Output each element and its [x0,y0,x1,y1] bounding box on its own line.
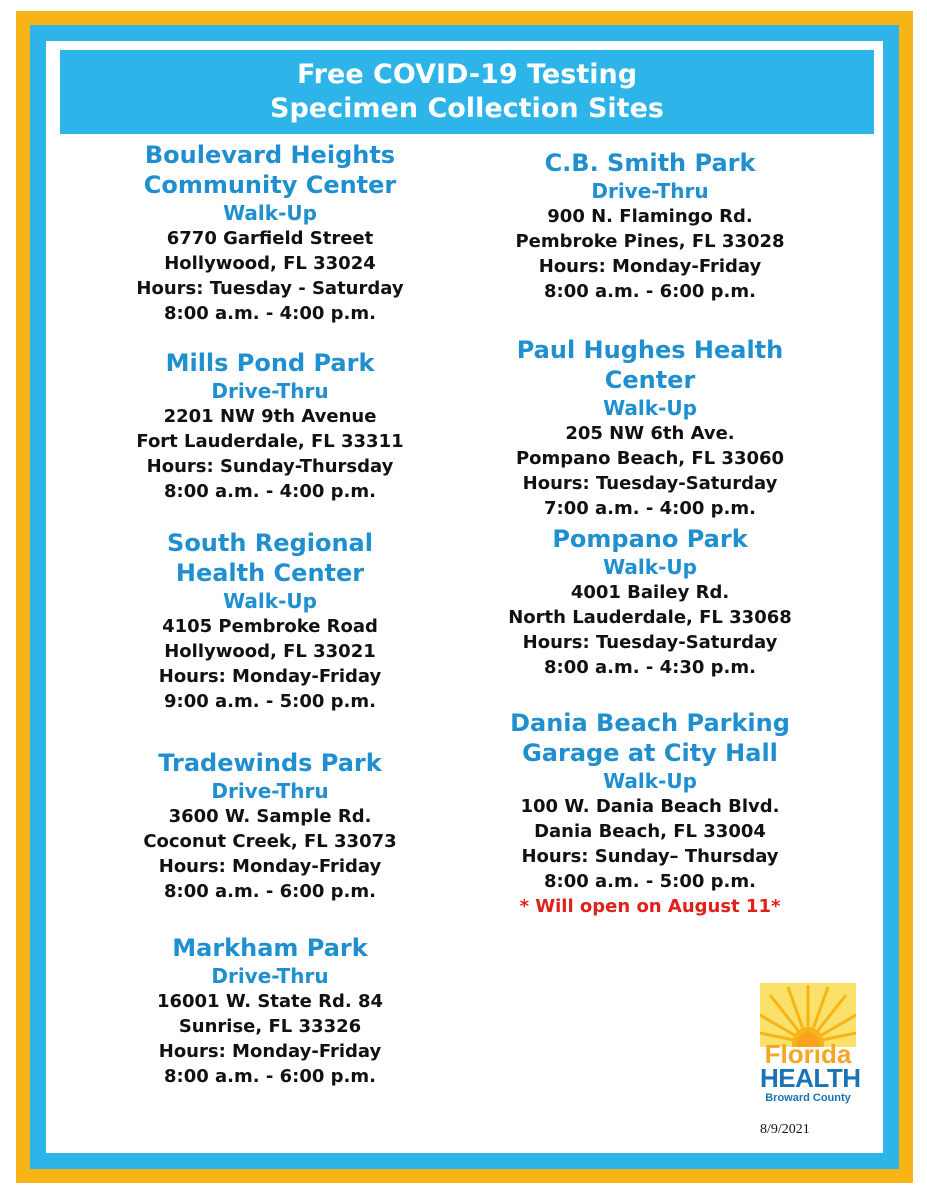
site-city: Hollywood, FL 33024 [164,253,376,274]
site-type: Walk-Up [223,201,317,225]
site-type: Walk-Up [603,555,697,579]
site-address: 900 N. Flamingo Rd. [547,206,753,227]
site-times: 8:00 a.m. - 5:00 p.m. [544,871,756,892]
site-name: Community Center [143,171,397,199]
site-address: 2201 NW 9th Avenue [163,406,377,427]
site-name: Garage at City Hall [522,739,778,767]
site-city: Fort Lauderdale, FL 33311 [136,431,404,452]
site-address: 4001 Bailey Rd. [570,582,730,603]
site-hours: Hours: Monday-Friday [158,1041,382,1062]
site-markham-park [110,933,430,1089]
site-times: 7:00 a.m. - 4:00 p.m. [544,498,756,519]
florida-health-logo [760,983,861,1111]
site-address: 100 W. Dania Beach Blvd. [520,796,780,817]
title-banner [60,50,874,134]
site-name: Mills Pond Park [165,349,375,377]
site-city: Hollywood, FL 33021 [164,641,376,662]
sun-icon [760,983,856,1047]
site-hours: Hours: Monday-Friday [158,666,382,687]
site-type: Walk-Up [603,769,697,793]
site-name: Boulevard Heights [144,141,396,169]
site-name: Health Center [175,559,365,587]
site-city: North Lauderdale, FL 33068 [508,607,792,628]
site-hours: Hours: Monday-Friday [158,856,382,877]
title-line-1: Free COVID-19 Testing [296,59,638,90]
site-hours: Hours: Tuesday-Saturday [522,473,778,494]
site-name: Paul Hughes Health Center [516,336,784,394]
site-hours: Hours: Tuesday - Saturday [136,278,404,299]
site-times: 8:00 a.m. - 6:00 p.m. [164,1066,376,1087]
site-tradewinds-park [110,748,430,904]
site-times: 8:00 a.m. - 4:30 p.m. [544,657,756,678]
site-address: 3600 W. Sample Rd. [168,806,372,827]
site-times: 8:00 a.m. - 4:00 p.m. [164,303,376,324]
logo-word-florida: Florida [764,1039,852,1069]
site-times: 8:00 a.m. - 6:00 p.m. [164,881,376,902]
site-address: 16001 W. State Rd. 84 [156,991,384,1012]
site-hours: Hours: Tuesday-Saturday [522,632,778,653]
site-south-regional [110,528,430,714]
site-hours: Hours: Sunday-Thursday [146,456,394,477]
title-line-2: Specimen Collection Sites [270,93,664,124]
site-times: 9:00 a.m. - 5:00 p.m. [164,691,376,712]
site-type: Walk-Up [603,396,697,420]
site-name: C.B. Smith Park [544,149,756,177]
site-name: Tradewinds Park [158,749,382,777]
site-hours: Hours: Monday-Friday [538,256,762,277]
site-type: Walk-Up [223,589,317,613]
site-type: Drive-Thru [211,379,329,403]
site-times: 8:00 a.m. - 4:00 p.m. [164,481,376,502]
site-pompano-park [470,524,830,680]
site-city: Dania Beach, FL 33004 [534,821,766,842]
site-type: Drive-Thru [211,964,329,988]
document-date: 8/9/2021 [760,1122,810,1137]
logo-word-health: HEALTH [760,1063,861,1093]
site-name: Markham Park [172,934,368,962]
opening-note: * Will open on August 11* [519,896,781,917]
site-boulevard-heights [110,140,430,326]
site-city: Pembroke Pines, FL 33028 [515,231,785,252]
site-city: Pompano Beach, FL 33060 [515,448,785,469]
site-paul-hughes [470,335,830,521]
site-address: 4105 Pembroke Road [162,616,378,637]
logo-word-county: Broward County [765,1092,851,1104]
site-dania-beach [470,708,830,919]
site-name: Dania Beach Parking [510,709,790,737]
site-type: Drive-Thru [591,179,709,203]
site-city: Coconut Creek, FL 33073 [143,831,397,852]
site-city: Sunrise, FL 33326 [178,1016,362,1037]
site-type: Drive-Thru [211,779,329,803]
site-name: Pompano Park [552,525,748,553]
site-mills-pond-park [110,348,430,504]
site-times: 8:00 a.m. - 6:00 p.m. [544,281,756,302]
site-address: 6770 Garfield Street [166,228,374,249]
site-hours: Hours: Sunday– Thursday [521,846,779,867]
site-name: South Regional [167,529,373,557]
site-cb-smith-park [470,148,830,304]
site-address: 205 NW 6th Ave. [565,423,735,444]
